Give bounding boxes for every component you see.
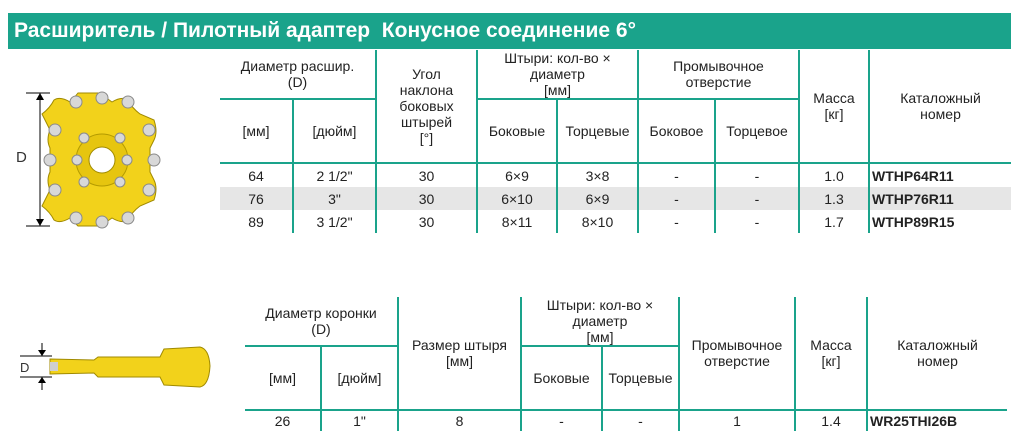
cell-flush-side: - [638, 187, 715, 210]
subcol-flush-face: Торцевое [715, 99, 799, 163]
cell-catalog: WTHP89R15 [869, 210, 1011, 233]
cell-side: 8×11 [477, 210, 557, 233]
cell-face: 6×9 [557, 187, 638, 210]
pilot-adapter-illustration [14, 335, 214, 395]
col-diameter: Диаметр расшир. (D) [220, 50, 376, 99]
cell-side: 6×9 [477, 163, 557, 187]
cell-mass: 1.3 [799, 187, 869, 210]
cell-shank: 8 [398, 410, 521, 431]
cell-face: 8×10 [557, 210, 638, 233]
col-angle: Угол наклона боковых штырей [°] [376, 50, 477, 163]
subcol-inch: [дюйм] [293, 99, 376, 163]
col-catalog: Каталожный номер [867, 297, 1007, 410]
table-row [220, 163, 1011, 187]
cell-catalog: WTHP64R11 [869, 163, 1011, 187]
col-flushing: Промывочное отверстие [638, 50, 799, 99]
page-title: Расширитель / Пилотный адаптер Конусное соединение 6° [8, 13, 1011, 49]
cell-angle: 30 [376, 210, 477, 233]
cell-face: 3×8 [557, 163, 638, 187]
col-catalog: Каталожный номер [869, 50, 1011, 163]
cell-flushing: 1 [679, 410, 795, 431]
cell-mass: 1.7 [799, 210, 869, 233]
cell-catalog: WTHP76R11 [869, 187, 1011, 210]
cell-flush-face: - [715, 163, 799, 187]
cell-inch: 3" [293, 187, 376, 210]
subcol-mm: [мм] [245, 346, 321, 410]
col-buttons: Штыри: кол-во × диаметр [мм] [521, 297, 679, 346]
cell-catalog: WR25THI26B [867, 410, 1007, 431]
subcol-mm: [мм] [220, 99, 293, 163]
cell-mm: 64 [248, 167, 264, 184]
cell-side: 6×10 [477, 187, 557, 210]
subcol-inch: [дюйм] [321, 346, 398, 410]
col-mass: Масса [кг] [799, 50, 869, 163]
cell-flush-side: - [638, 210, 715, 233]
reamer-illustration [14, 80, 174, 240]
col-diameter: Диаметр коронки (D) [245, 297, 398, 346]
subcol-side: Боковые [521, 346, 602, 410]
cell-mm: 26 [274, 413, 291, 429]
cell-mass: 1.4 [795, 410, 867, 431]
diameter-label-2: D [20, 360, 30, 375]
cell-mass: 1.0 [799, 163, 869, 187]
subcol-face: Торцевые [602, 346, 679, 410]
table-row [220, 210, 1011, 233]
table-row [220, 187, 1011, 210]
col-buttons: Штыри: кол-во × диаметр [мм] [477, 50, 638, 99]
cell-inch: 2 1/2" [293, 163, 376, 187]
cell-mm: 89 [248, 213, 264, 230]
pilot-adapter-spec-table [245, 297, 1007, 431]
col-flushing: Промывочное отверстие [679, 297, 795, 410]
col-shank: Размер штыря [мм] [398, 297, 521, 410]
cell-inch: 3 1/2" [293, 210, 376, 233]
reamer-spec-table [220, 50, 1011, 233]
cell-angle: 30 [376, 163, 477, 187]
subcol-flush-side: Боковое [638, 99, 715, 163]
col-mass: Масса [кг] [795, 297, 867, 410]
subcol-face: Торцевые [557, 99, 638, 163]
cell-angle: 30 [376, 187, 477, 210]
cell-flush-face: - [715, 187, 799, 210]
cell-flush-side: - [638, 163, 715, 187]
cell-mm: 76 [220, 187, 293, 210]
cell-side: - [521, 410, 602, 431]
cell-inch: 1" [321, 410, 398, 431]
table-row [245, 410, 1007, 431]
subcol-side: Боковые [477, 99, 557, 163]
cell-flush-face: - [715, 210, 799, 233]
diameter-label: D [16, 149, 27, 166]
cell-face: - [602, 410, 679, 431]
